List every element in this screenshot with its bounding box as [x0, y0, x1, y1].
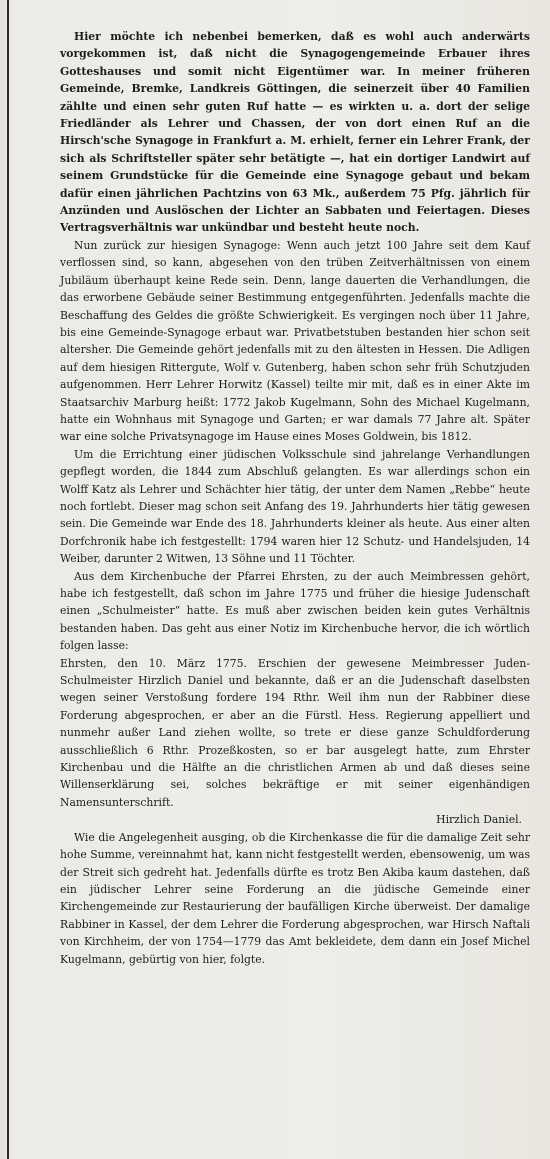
quoted-record-signature: Hirzlich Daniel.: [436, 813, 522, 827]
quoted-record-text: Ehrsten, den 10. März 1775. Erschien der gewesene Meimbresser Juden-Schulmeister Hirzlich Daniel und bekannte, daß er an die Judenschaft daselbsten wegen seiner Verstoßung fordere 194 Rthr. Weil ihm nun der Rabbiner diese Forderung abgesprochen, er aber an die Fürstl. Hess. Regierung appelliert und nunmehr außer Land ziehen wollte, so trete er diese ganze Schuldforderung ausschließlich 6 Rthr. Prozeßkosten, so er bar ausgelegt hatte, zum Ehrster Kirchenbau und die Hälfte an die christlichen Armen ab und daß dieses seine Willenserklärung sei, solches bekräftige er mit seiner eigenhändigen Namensunterschrift.: [60, 656, 530, 809]
paragraph-synagogue-history: Nun zurück zur hiesigen Synagoge: Wenn auch jetzt 100 Jahre seit dem Kauf verflossen sind, so kann, abgesehen von den trüben Zeitverhältnissen von einem Jubiläum überhaupt keine Rede sein. Denn, lange dauerten die Verhandlungen, die das erworbene Gebäude seiner Bestimmung entgegenführten. Jedenfalls machte die Beschaffung des Geldes die größte Schwierigkeit. Es vergingen noch über 11 Jahre, bis eine Gemeinde-Synagoge erbaut war. Privatbetstuben bestanden hier schon seit altersher. Die Gemeinde gehört jedenfalls mit zu den ältesten in Hessen. Die Adligen auf dem hiesigen Rittergute, Wolf v. Gutenberg, haben schon sehr früh Schutzjuden aufgenommen. Herr Lehrer Horwitz (Kassel) teilte mir mit, daß es in einer Akte im Staatsarchiv Marburg heißt: 1772 Jakob Kugelmann, Sohn des Michael Kugelmann, hatte ein Wohnhaus mit Synagoge und Garten; er war damals 77 Jahre alt. Später war eine solche Privatsynagoge im Hause eines Moses Goldwein, bis 1812.: [60, 238, 530, 444]
paragraph-quoted-record: [60, 655, 530, 829]
paragraph-church-book: Aus dem Kirchenbuche der Pfarrei Ehrsten, zu der auch Meimbressen gehört, habe ich festgestellt, daß schon im Jahre 1775 und früher die hiesige Judenschaft einen „Schulmeister“ hatte. Es muß aber zwischen beiden kein gutes Verhältnis bestanden haben. Das geht aus einer Notiz im Kirchenbuche hervor, die ich wörtlich folgen lasse:: [60, 569, 530, 653]
paragraph-outcome: Wie die Angelegenheit ausging, ob die Kirchenkasse die für die damalige Zeit sehr hohe Summe, vereinnahmt hat, kann nicht festgestellt werden, ebensowenig, um was der Streit sich gedreht hat. Jedenfalls dürfte es trotz Ben Akiba kaum dastehen, daß ein jüdischer Lehrer seine Forderung an die jüdische Gemeinde einer Kirchengemeinde zur Restaurierung der baufälligen Kirche überweist. Der damalige Rabbiner in Kassel, der dem Lehrer die Forderung abgesprochen, war Hirsch Naftali von Kirchheim, der von 1754—1779 das Amt bekleidete, dem dann ein Josef Michel Kugelmann, gebürtig von hier, folgte.: [60, 830, 530, 966]
paragraph-school: Um die Errichtung einer jüdischen Volksschule sind jahrelange Verhandlungen gepflegt worden, die 1844 zum Abschluß gelangten. Es war allerdings schon ein Wolff Katz als Lehrer und Schächter hier tätig, der unter dem Namen „Rebbe“ heute noch fortlebt. Dieser mag schon seit Anfang des 19. Jahrhunderts hier tätig gewesen sein. Die Gemeinde war Ende des 18. Jahrhunderts kleiner als heute. Aus einer alten Dorfchronik habe ich festgestellt: 1794 waren hier 12 Schutz- und Handelsjuden, 14 Weiber, darunter 2 Witwen, 13 Söhne und 11 Töchter.: [60, 447, 530, 566]
column-rule: [7, 0, 9, 1159]
paragraph-bremke: Hier möchte ich nebenbei bemerken, daß es wohl auch anderwärts vorgekommen ist, daß nicht die Synagogengemeinde Erbauer ihres Gotteshauses und somit nicht Eigentümer war. In meiner früheren Gemeinde, Bremke, Landkreis Göttingen, die seinerzeit über 40 Familien zählte und einen sehr guten Ruf hatte — es wirkten u. a. dort der selige Friedländer als Lehrer und Chassen, der von dort einen Ruf an die Hirsch'sche Synagoge in Frankfurt a. M. erhielt, ferner ein Lehrer Frank, der sich als Schriftsteller später sehr betätigte —, hat ein dortiger Landwirt auf seinem Grundstücke für die Gemeinde eine Synagoge gebaut und bekam dafür einen jährlichen Pachtzins von 63 Mk., außerdem 75 Pfg. jährlich für Anzünden und Auslöschen der Lichter an Sabbaten und Feiertagen. Dieses Vertragsverhältnis war unkündbar und besteht heute noch.: [60, 30, 530, 235]
article-column: [60, 28, 530, 968]
